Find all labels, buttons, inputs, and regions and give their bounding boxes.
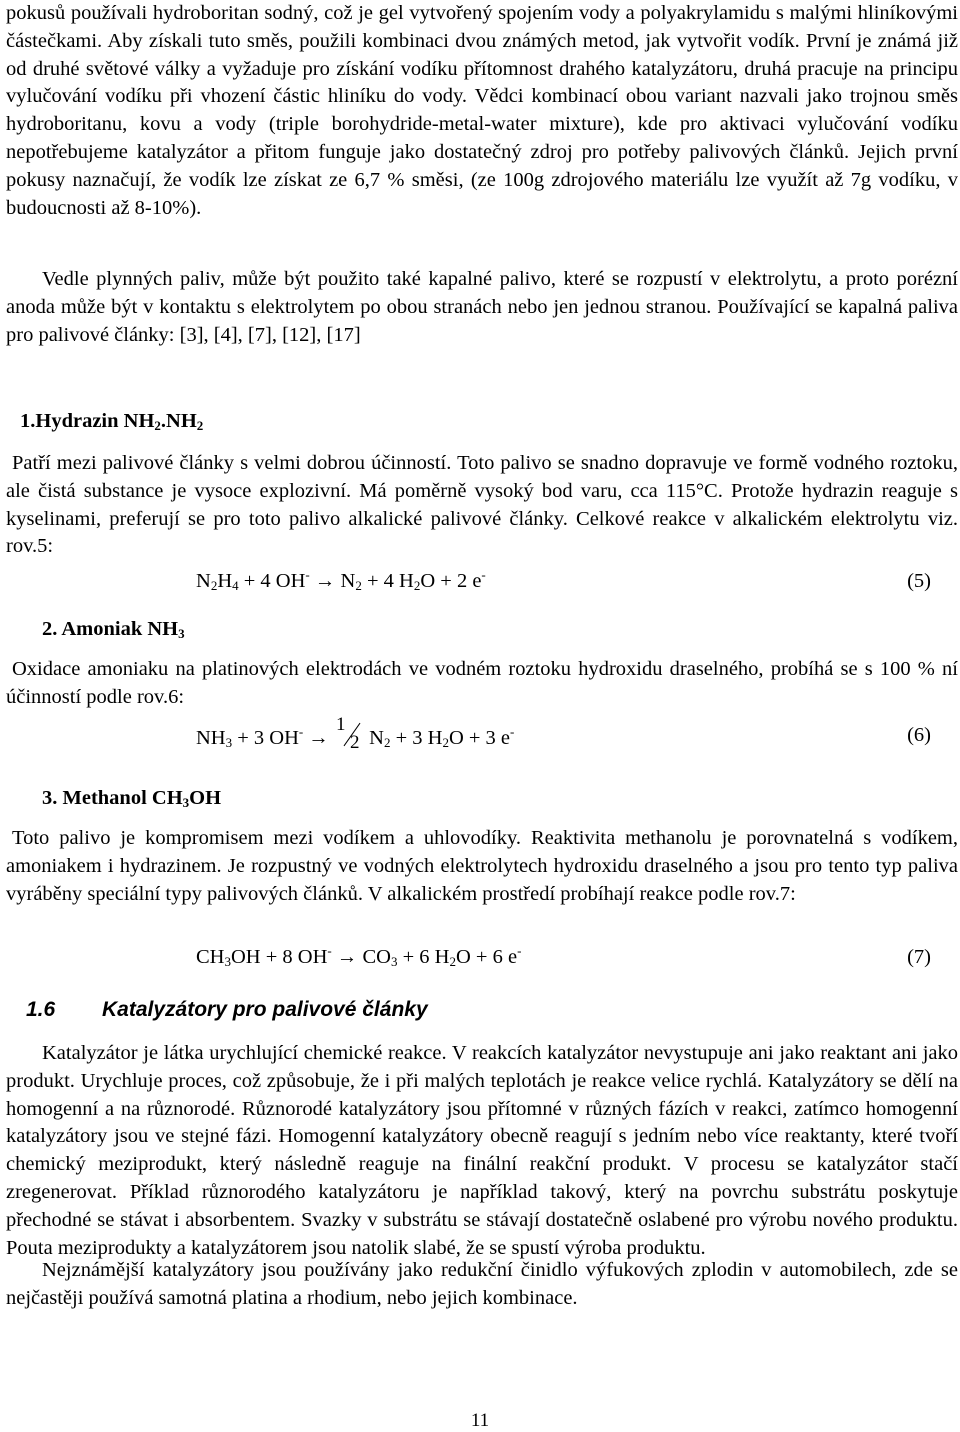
paragraph-amoniak: Oxidace amoniaku na platinových elektrodách ve vodném roztoku hydroxidu draselného, probíhá se s 100 % ní účinností podle rov.6:	[6, 658, 958, 708]
equation-6-number: (6)	[907, 724, 931, 746]
equation-7-number: (7)	[907, 946, 931, 968]
equation-5-expression: $N_2H_4 + 4$ $OH^- \to N_2 + 4$ $H_2O + 2$ e-	[196, 567, 486, 593]
section-title: Katalyzátory pro palivové články	[102, 998, 428, 1021]
paragraph-methanol: Toto palivo je kompromisem mezi vodíkem a uhlovodíky. Reaktivita methanolu je porovnatelná s vodíkem, amoniakem i hydrazinem. Je rozpustný ve vodných elektrolytech hydroxidu draselného a jsou pro tento typ paliva vyráběny speciální typy palivových článků. V alkalickém prostředí probíhají reakce podle rov.7:	[6, 827, 958, 905]
equation-5-number: (5)	[907, 570, 931, 592]
paragraph-known-catalysts: Nejznámější katalyzátory jsou používány jako redukční činidlo výfukových zplodin v automobilech, zde se nejčastěji používá samotná platina a rhodium, nebo jejich kombinace.	[6, 1259, 958, 1309]
heading-hydrazin: 1.Hydrazin $NH_2.NH_2$	[20, 410, 204, 433]
arrow-icon: →	[303, 727, 334, 749]
arrow-icon: →	[331, 946, 363, 968]
paragraph-liquid-fuels: Vedle plynných paliv, může být použito také kapalné palivo, které se rozpustí v elektrolytu, a proto porézní anoda může být v kontaktu s elektrolytem po obou stranách nebo jen jednou stranou. Používající se kapalná paliva pro palivové články: [3], [4], [7], [12], [17]	[6, 268, 958, 346]
arrow-icon: →	[309, 570, 341, 592]
equation-7-expression: $CH_3OH + 8$ $OH^- \to CO_3 + 6$ $H_2O + 6$ e-	[196, 943, 522, 969]
heading-methanol: 3. Methanol $CH_3OH$	[42, 787, 222, 810]
paragraph-hydrazin: Patří mezi palivové články s velmi dobrou účinností. Toto palivo se snadno dopravuje ve formě vodného roztoku, ale čistá substance je vysoce explozivní. Má poměrně vysoký bod varu, cca 115°C. Protože hydrazin reaguje s kyselinami, preferují se pro toto palivo alkalické palivové články. Celkové reakce v alkalickém elektrolytu viz. rov.5:	[6, 452, 958, 558]
paragraph-hydroboritan: pokusů používali hydroboritan sodný, což je gel vytvořený spojením vody a polyakrylamidu s malými hliníkovými částečkami. Aby získali tuto směs, použili kombinaci dvou známých metod, jak vytvořit vodík. První je známá již od druhé světové války a vyžaduje pro získání vodíku přítomnost drahého katalyzátoru, druhá pracuje na principu vylučování vodíku při vhození částic hliníku do vody. Vědci kombinací obou variant nazvali jako trojnou směs hydroboritanu, kovu a vody (triple borohydride-metal-water mixture), kde pro aktivaci vylučování vodíku nepotřebujeme katalyzátor a přitom funguje jako dostatečný zdroj pro potřeby palivových článků. Jejich první pokusy naznačují, že vodík lze získat ze 6,7 % směsi, (ze 100g zdrojového materiálu lze využít až 7g vodíku, v budoucnosti až 8-10%).	[6, 2, 958, 219]
page-number: 11	[470, 1410, 490, 1431]
heading-amoniak: 2. Amoniak $NH_3$	[42, 618, 185, 641]
equation-7	[196, 942, 931, 972]
section-heading-catalysts	[26, 996, 428, 1024]
fraction-half: 1 2	[336, 714, 360, 753]
equation-6-expression: $NH_3 + 3$ OH- → 1 2 $N_2 + 3$ $H_2O + 3$ e-	[196, 714, 515, 753]
paragraph-catalysts: Katalyzátor je látka urychlující chemické reakce. V reakcích katalyzátor nevystupuje ani jako reaktant ani jako produkt. Urychluje proces, což způsobuje, že i při malých teplotách je reakce velice rychlá. Katalyzátory se dělí na homogenní a na různorodé. Různorodé katalyzátory jsou přítomné v různých fázích v reakci, zatímco homogenní katalyzátory jsou ve stejné fázi. Homogenní katalyzátory obecně reagují s jedním nebo více reaktanty, které tvoří chemický meziprodukt, který následně reaguje na finální reakční produkt. V procesu se katalyzátor stačí zregenerovat. Příklad různorodého katalyzátoru je například takový, který na povrchu substrátu poskytuje přechodné se stávat i absorbentem. Svazky v substrátu se stávají dostatečně oslabené pro výrobu nového produktu. Pouta meziprodukty a katalyzátorem jsou natolik slabé, že se spustí výroba produktu.	[6, 1042, 958, 1259]
equation-5	[196, 566, 931, 596]
section-number: 1.6	[26, 998, 56, 1021]
equation-6	[196, 714, 931, 753]
